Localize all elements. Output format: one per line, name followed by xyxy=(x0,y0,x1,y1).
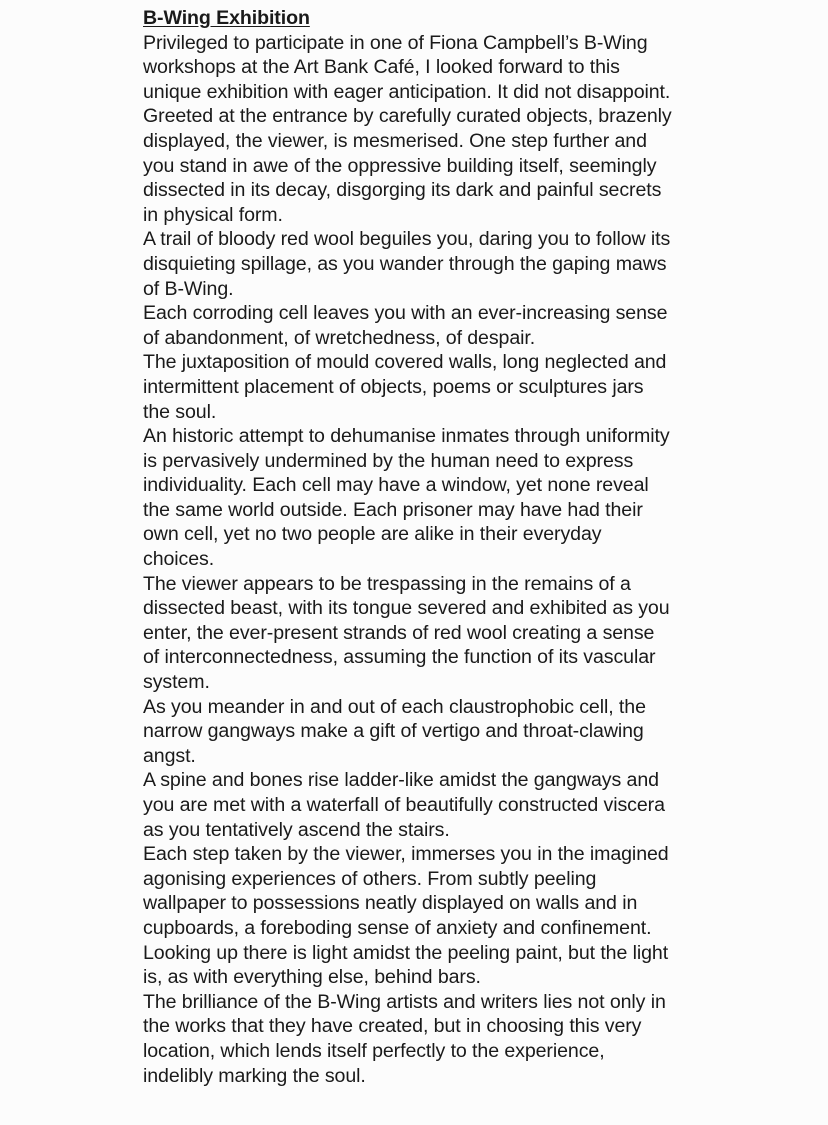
paragraph: An historic attempt to dehumanise inmates through uniformity is pervasively undermined by the human need to express individuality. Each cell may have a window, yet none reveal the same world outside. Each prisoner may have had their own cell, yet no two people are alike in their everyday choices. xyxy=(143,425,670,571)
paragraph: Greeted at the entrance by carefully curated objects, brazenly displayed, the viewer, is mesmerised. One step further and you stand in awe of the oppressive building itself, seemingly dissected in its decay, disgorging its dark and painful secrets in physical form. xyxy=(143,105,672,226)
paragraph: Looking up there is light amidst the peeling paint, but the light is, as with everything else, behind bars. xyxy=(143,941,669,989)
paragraph: Privileged to participate in one of Fiona Campbell’s B-Wing workshops at the Art Bank Café, I looked forward to this unique exhibition with eager anticipation. It did not disappoint. xyxy=(143,31,671,103)
paragraph: The brilliance of the B-Wing artists and writers lies not only in the works that they have created, but in choosing this very location, which lends itself perfectly to the experience, indelibly marking the soul. xyxy=(143,990,666,1087)
paragraph: A trail of bloody red wool beguiles you, daring you to follow its disquieting spillage, as you wander through the gaping maws of B-Wing. xyxy=(143,228,671,300)
paragraph: Each corroding cell leaves you with an ever-increasing sense of abandonment, of wretchedness, of despair. xyxy=(143,302,668,349)
paragraph: As you meander in and out of each claustrophobic cell, the narrow gangways make a gift of vertigo and throat-clawing angst. xyxy=(143,695,646,767)
paragraph: The juxtaposition of mould covered walls, long neglected and intermittent placement of objects, poems or sculptures jars the soul. xyxy=(143,351,667,423)
paragraph: A spine and bones rise ladder-like amidst the gangways and you are met with a waterfall of beautifully constructed viscera as you tentatively ascend the stairs. xyxy=(143,769,665,841)
article-title: B-Wing Exhibition xyxy=(143,7,310,29)
article xyxy=(143,6,673,1088)
paragraph: Each step taken by the viewer, immerses you in the imagined agonising experiences of others. From subtly peeling wallpaper to possessions neatly displayed on walls and in cupboards, a foreboding sense of anxiety and confinement. xyxy=(143,843,669,939)
paragraph: The viewer appears to be trespassing in the remains of a dissected beast, with its tongue severed and exhibited as you enter, the ever-present strands of red wool creating a sense of interconnectedness, assuming the function of its vascular system. xyxy=(143,572,670,694)
